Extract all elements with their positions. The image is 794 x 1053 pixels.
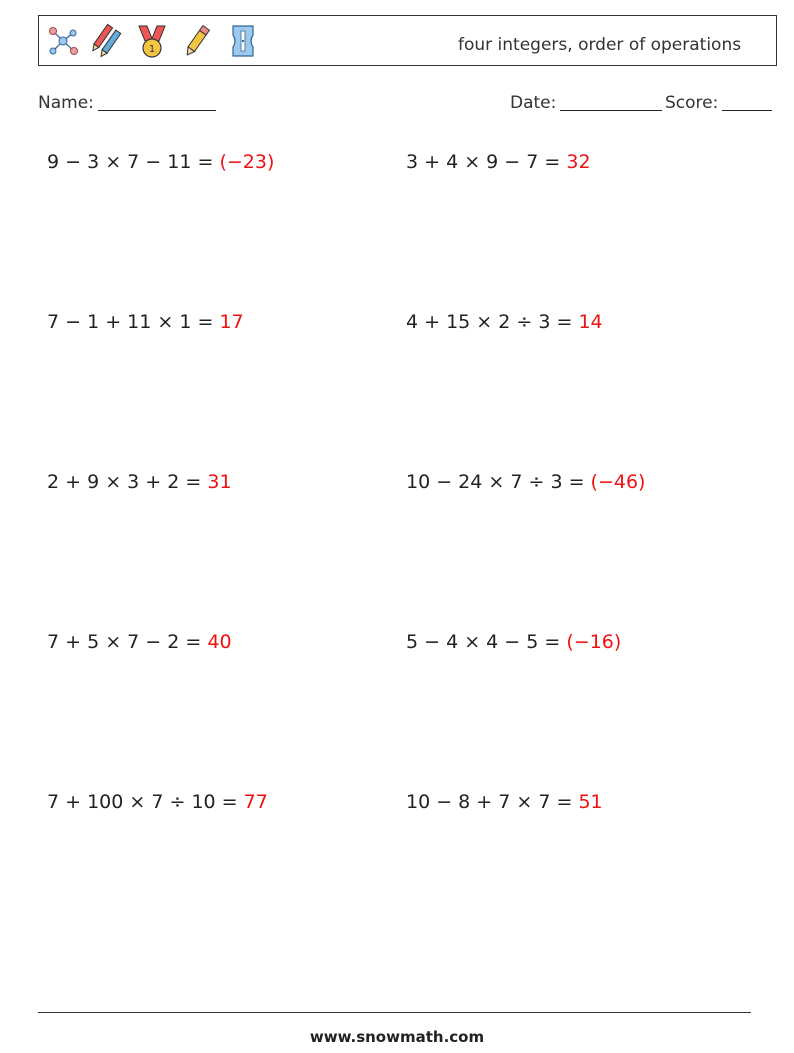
score-blank[interactable]: [722, 93, 772, 111]
name-blank[interactable]: [98, 93, 216, 111]
problem-answer: 40: [207, 631, 232, 653]
problem-expression: 4 + 15 × 2 ÷ 3 =: [406, 311, 579, 333]
problem-answer: (−46): [590, 471, 646, 493]
problem-answer: 31: [207, 471, 232, 493]
footer-url[interactable]: www.snowmath.com: [309, 1028, 485, 1046]
problem-5: [47, 471, 232, 493]
problem-answer: 77: [243, 791, 268, 813]
problem-6: [406, 471, 645, 493]
date-label: Date:: [510, 93, 557, 113]
problem-answer: 17: [219, 311, 244, 333]
molecule-icon: [45, 23, 81, 59]
svg-text:1: 1: [148, 44, 156, 55]
problem-9: [47, 791, 268, 813]
problem-answer: 51: [578, 791, 603, 813]
date-blank[interactable]: [560, 93, 662, 111]
problem-expression: 7 + 5 × 7 − 2 =: [47, 631, 208, 653]
problem-expression: 10 − 24 × 7 ÷ 3 =: [406, 471, 591, 493]
problem-answer: 14: [578, 311, 603, 333]
problem-answer: 32: [566, 151, 591, 173]
problem-expression: 10 − 8 + 7 × 7 =: [406, 791, 579, 813]
problem-4: [406, 311, 603, 333]
problem-expression: 3 + 4 × 9 − 7 =: [406, 151, 567, 173]
header-box: [38, 15, 777, 66]
problem-8: [406, 631, 621, 653]
problem-1: [47, 151, 274, 173]
date-field[interactable]: [510, 93, 662, 113]
problem-expression: 2 + 9 × 3 + 2 =: [47, 471, 208, 493]
score-field[interactable]: [665, 93, 772, 113]
worksheet-title: four integers, order of operations: [458, 35, 742, 55]
problem-expression: 9 − 3 × 7 − 11 =: [47, 151, 220, 173]
problem-3: [47, 311, 244, 333]
name-label: Name:: [38, 93, 94, 113]
sharpener-icon: [225, 23, 261, 59]
pencil-icon: [179, 23, 215, 59]
problem-7: [47, 631, 232, 653]
problem-answer: (−23): [219, 151, 275, 173]
problem-10: [406, 791, 603, 813]
pencils-icon: [89, 23, 125, 59]
score-label: Score:: [665, 93, 719, 113]
footer-divider: [38, 1012, 751, 1013]
problem-expression: 7 + 100 × 7 ÷ 10 =: [47, 791, 244, 813]
problem-answer: (−16): [566, 631, 622, 653]
medal-icon: [134, 23, 170, 59]
problem-expression: 7 − 1 + 11 × 1 =: [47, 311, 220, 333]
problem-2: [406, 151, 591, 173]
problem-expression: 5 − 4 × 4 − 5 =: [406, 631, 567, 653]
name-field[interactable]: [38, 93, 216, 113]
